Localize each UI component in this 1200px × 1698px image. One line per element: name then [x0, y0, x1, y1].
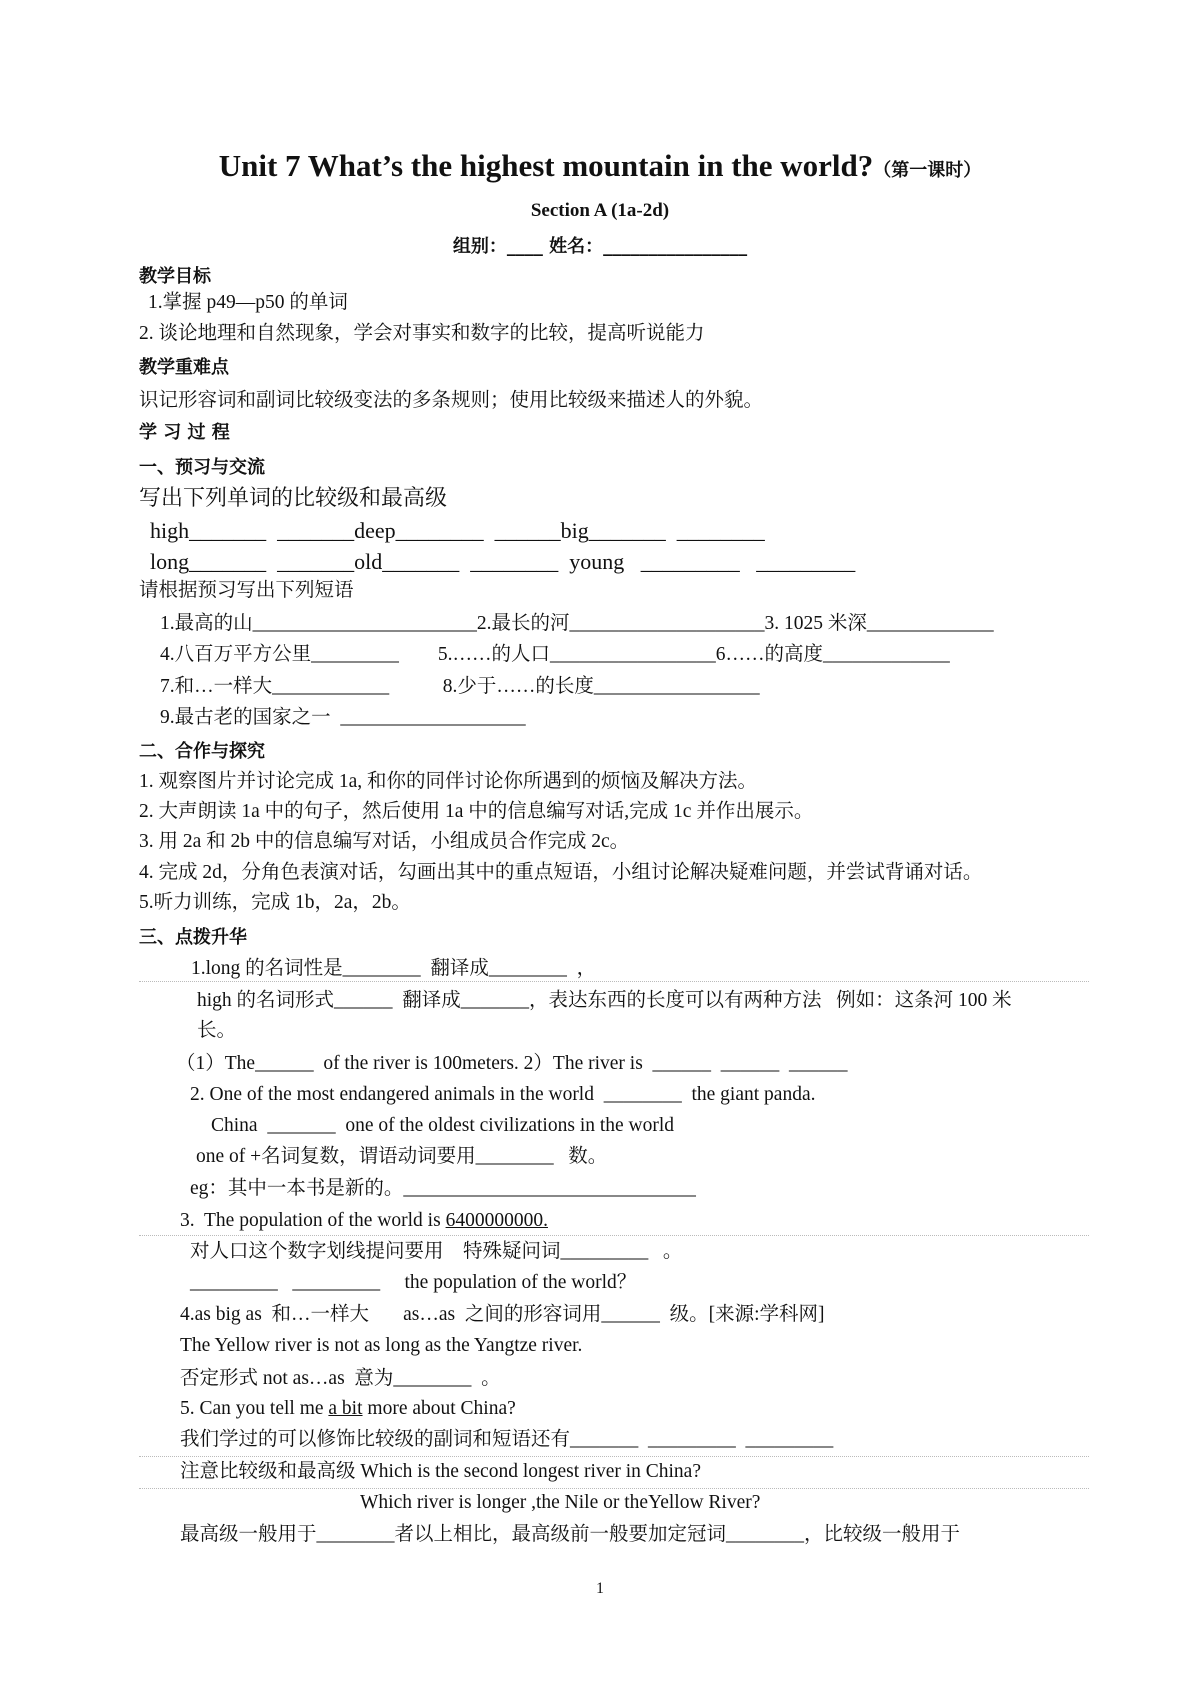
part3-line: _________ _________ the population of the world？: [190, 1272, 637, 1293]
objective-1: 1.掌握 p49—p50 的单词: [148, 292, 348, 313]
name-line: 组别：____ 姓名：________________: [452, 236, 748, 257]
part3-line: 4.as big as 和…一样大 as…as 之间的形容词用______ 级。[来源:学科网]: [180, 1304, 825, 1325]
part2-item-3: 3. 用 2a 和 2b 中的信息编写对话，小组成员合作完成 2c。: [139, 831, 630, 852]
part3-line: （1）The______ of the river is 100meters. 2）The river is ______ ______ ______: [176, 1053, 848, 1074]
phrases-instruction: 请根据预习写出下列短语: [139, 580, 354, 601]
part3-line: 2. One of the most endangered animals in the world ________ the giant panda.: [190, 1084, 816, 1105]
part3-line: China _______ one of the oldest civilizations in the world: [211, 1115, 675, 1136]
process-heading: 学 习 过 程: [139, 422, 230, 443]
objective-2: 2. 谈论地理和自然现象，学会对事实和数字的比较，提高听说能力: [139, 323, 705, 344]
words-row-2: long_______ _______old_______ ________ young _________ _________: [150, 549, 856, 574]
part3-line: 1.long 的名词性是________ 翻译成________ ，: [191, 958, 597, 979]
part2-item-1: 1. 观察图片并讨论完成 1a, 和你的同伴讨论你所遇到的烦恼及解决方法。: [139, 771, 758, 792]
part3-line: The Yellow river is not as long as the Yangtze river.: [180, 1335, 583, 1356]
part3-line: 注意比较级和最高级 Which is the second longest river in China?: [180, 1461, 701, 1482]
part3-line: 3. The population of the world is 6400000000.: [180, 1210, 548, 1231]
part3-line: eg：其中一本书是新的。______________________________: [190, 1178, 696, 1199]
section-label: Section A (1a-2d): [530, 200, 670, 221]
part3-line: 长。: [197, 1020, 237, 1041]
part2-item-5: 5.听力训练，完成 1b，2a，2b。: [139, 892, 411, 913]
page-number: 1: [596, 1580, 604, 1597]
part1-instruction: 写出下列单词的比较级和最高级: [139, 485, 448, 510]
dotted-divider: [139, 1235, 1089, 1236]
dotted-divider: [139, 981, 1089, 982]
phrase-row-3: 7.和…一样大____________ 8.少于……的长度_________________: [160, 676, 760, 697]
part2-item-2: 2. 大声朗读 1a 中的句子，然后使用 1a 中的信息编写对话,完成 1c 并作出展示。: [139, 801, 814, 822]
part3-line: 最高级一般用于________者以上相比，最高级前一般要加定冠词________，比较级一般用于: [180, 1524, 961, 1545]
phrase-row-1: 1.最高的山_______________________2.最长的河____________________3. 1025 米深_____________: [160, 613, 994, 634]
part2-heading: 二、合作与探究: [139, 741, 265, 762]
dotted-divider: [139, 1488, 1089, 1489]
dotted-divider: [139, 1456, 1089, 1457]
difficulty-text: 识记形容词和副词比较级变法的多条规则；使用比较级来描述人的外貌。: [139, 390, 764, 411]
objectives-heading: 教学目标: [139, 266, 211, 287]
part3-line: Which river is longer ,the Nile or theYellow River?: [360, 1492, 761, 1513]
part3-line: 我们学过的可以修饰比较级的副词和短语还有_______ _________ _________: [180, 1429, 834, 1450]
part2-item-4: 4. 完成 2d，分角色表演对话，勾画出其中的重点短语，小组讨论解决疑难问题，并尝试背诵对话。: [139, 862, 983, 883]
phrase-row-2: 4.八百万平方公里_________ 5.……的人口_________________6……的高度_____________: [160, 644, 950, 665]
part3-line: one of +名词复数，谓语动词要用________ 数。: [196, 1146, 608, 1167]
part3-line: 否定形式 not as…as 意为________ 。: [180, 1368, 501, 1389]
words-row-1: high_______ _______deep________ ______big_______ ________: [150, 518, 765, 543]
part1-heading: 一、预习与交流: [139, 457, 265, 478]
phrase-row-4: 9.最古老的国家之一 ___________________: [160, 707, 526, 728]
underlined-number: 6400000000.: [445, 1210, 548, 1231]
document-title: Unit 7 What’s the highest mountain in the world?（第一课时）: [218, 148, 982, 183]
part3-line: high 的名词形式______ 翻译成_______，表达东西的长度可以有两种方法 例如：这条河 100 米: [197, 990, 1012, 1011]
difficulty-heading: 教学重难点: [139, 357, 229, 378]
part3-heading: 三、点拨升华: [139, 927, 247, 948]
part3-line: 对人口这个数字划线提问要用 特殊疑问词_________ 。: [190, 1241, 683, 1262]
part3-line: 5. Can you tell me a bit more about China?: [180, 1398, 516, 1419]
